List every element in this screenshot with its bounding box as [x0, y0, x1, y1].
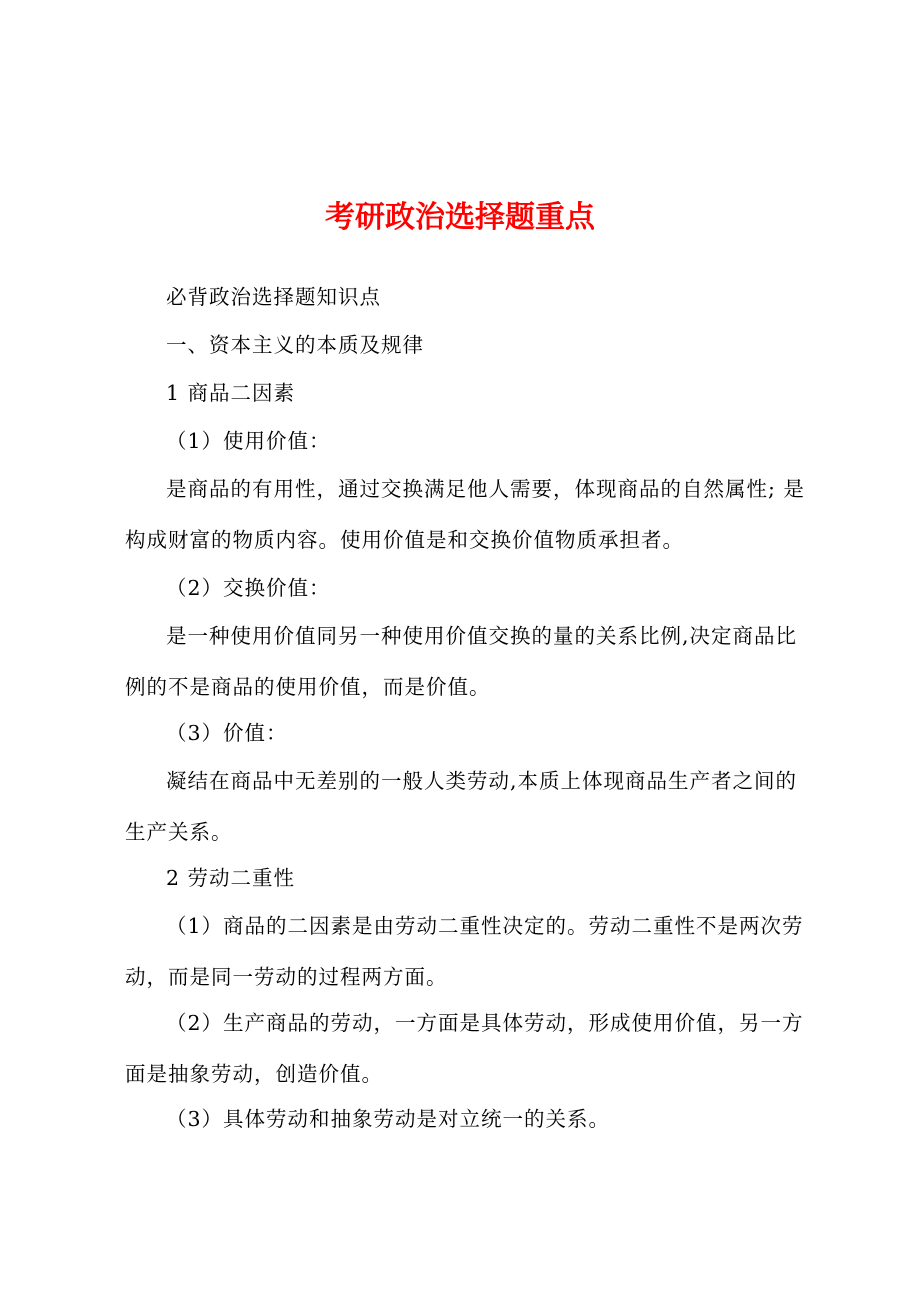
paragraph-exchange-value-text: 是一种使用价值同另一种使用价值交换的量的关系比例,决定商品比例的不是商品的使用价值，而是价值。 — [125, 624, 798, 699]
paragraph-commodity-factors: 1 商品二因素 — [166, 381, 296, 405]
paragraph-use-value-text: 是商品的有用性，通过交换满足他人需要，体现商品的自然属性; 是构成财富的物质内容。使用价值是和交换价值物质承担者。 — [125, 477, 805, 552]
paragraph-exchange-value-heading: （2）交换价值： — [166, 576, 331, 600]
paragraph-labor-point-1: （1）商品的二因素是由劳动二重性决定的。劳动二重性不是两次劳动，而是同一劳动的过程两方面。 — [125, 914, 804, 989]
paragraph-use-value-heading: （1）使用价值： — [166, 429, 331, 453]
document-title: 考研政治选择题重点 — [325, 200, 595, 235]
paragraph-labor-point-3: （3）具体劳动和抽象劳动是对立统一的关系。 — [166, 1107, 611, 1131]
paragraph-value-text: 凝结在商品中无差别的一般人类劳动,本质上体现商品生产者之间的生产关系。 — [125, 769, 798, 844]
paragraph-labor-point-2: （2）生产商品的劳动，一方面是具体劳动，形成使用价值，另一方面是抽象劳动，创造价值。 — [125, 1011, 804, 1086]
paragraph-section-one: 一、资本主义的本质及规律 — [166, 333, 424, 357]
paragraph-labor-duality: 2 劳动二重性 — [166, 866, 296, 890]
paragraph-heading-knowledge: 必背政治选择题知识点 — [166, 285, 381, 309]
paragraph-value-heading: （3）价值： — [166, 721, 288, 745]
